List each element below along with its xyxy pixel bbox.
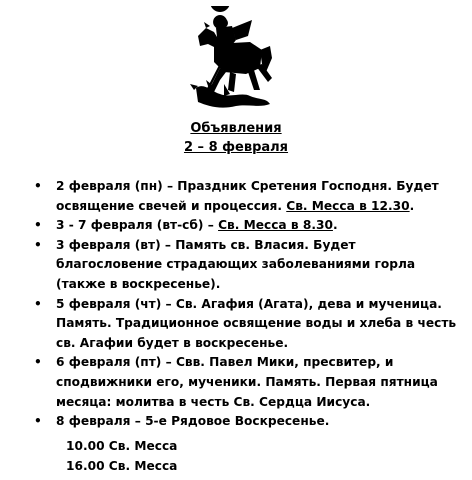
list-item: • 6 февраля (пт) – Свв. Павел Мики, пресвитер, и сподвижники его, мученики. Память. Первая пятница месяца: молитва в честь Св. Сердца Иисуса.	[34, 355, 438, 409]
list-item: • 3 - 7 февраля (вт-сб) – Св. Месса в 8.30.	[0, 216, 472, 236]
announcements-title: Объявления	[190, 121, 282, 136]
list-item: • 8 февраля – 5-е Рядовое Воскресенье.	[0, 412, 472, 432]
sunday-mass-times	[66, 436, 177, 476]
list-item: • 3 февраля (вт) – Память св. Власия. Будет благословение страдающих заболеваниями горла (также в воскресенье).	[34, 237, 416, 291]
mass-time: Св. Месса в 8.30	[218, 218, 333, 233]
bullet-icon: •	[34, 237, 42, 252]
bullet-icon: •	[34, 179, 42, 193]
list-item: • 5 февраля (чт) – Св. Агафия (Агата), дева и мученица. Память. Традиционное освящение воды и хлеба в честь св. Агафии будет в воскресенье.	[34, 296, 457, 350]
list-item: • 2 февраля (пн) – Праздник Сретения Господня. Будет освящение свечей и процессия. Св. Месса в 12.30.	[34, 179, 439, 213]
mass-time-line: 10.00 Св. Месса	[66, 439, 178, 453]
bullet-icon: •	[34, 218, 42, 233]
announcements-list	[0, 177, 472, 432]
date-range: 2 – 8 февраля	[183, 140, 289, 155]
mass-time: Св. Месса в 12.30	[286, 198, 410, 213]
bullet-icon: •	[34, 414, 42, 429]
bullet-icon: •	[34, 296, 42, 311]
saint-george-emblem-icon	[190, 6, 274, 114]
bullet-icon: •	[34, 355, 42, 370]
mass-time-line: 16.00 Св. Месса	[66, 459, 178, 473]
